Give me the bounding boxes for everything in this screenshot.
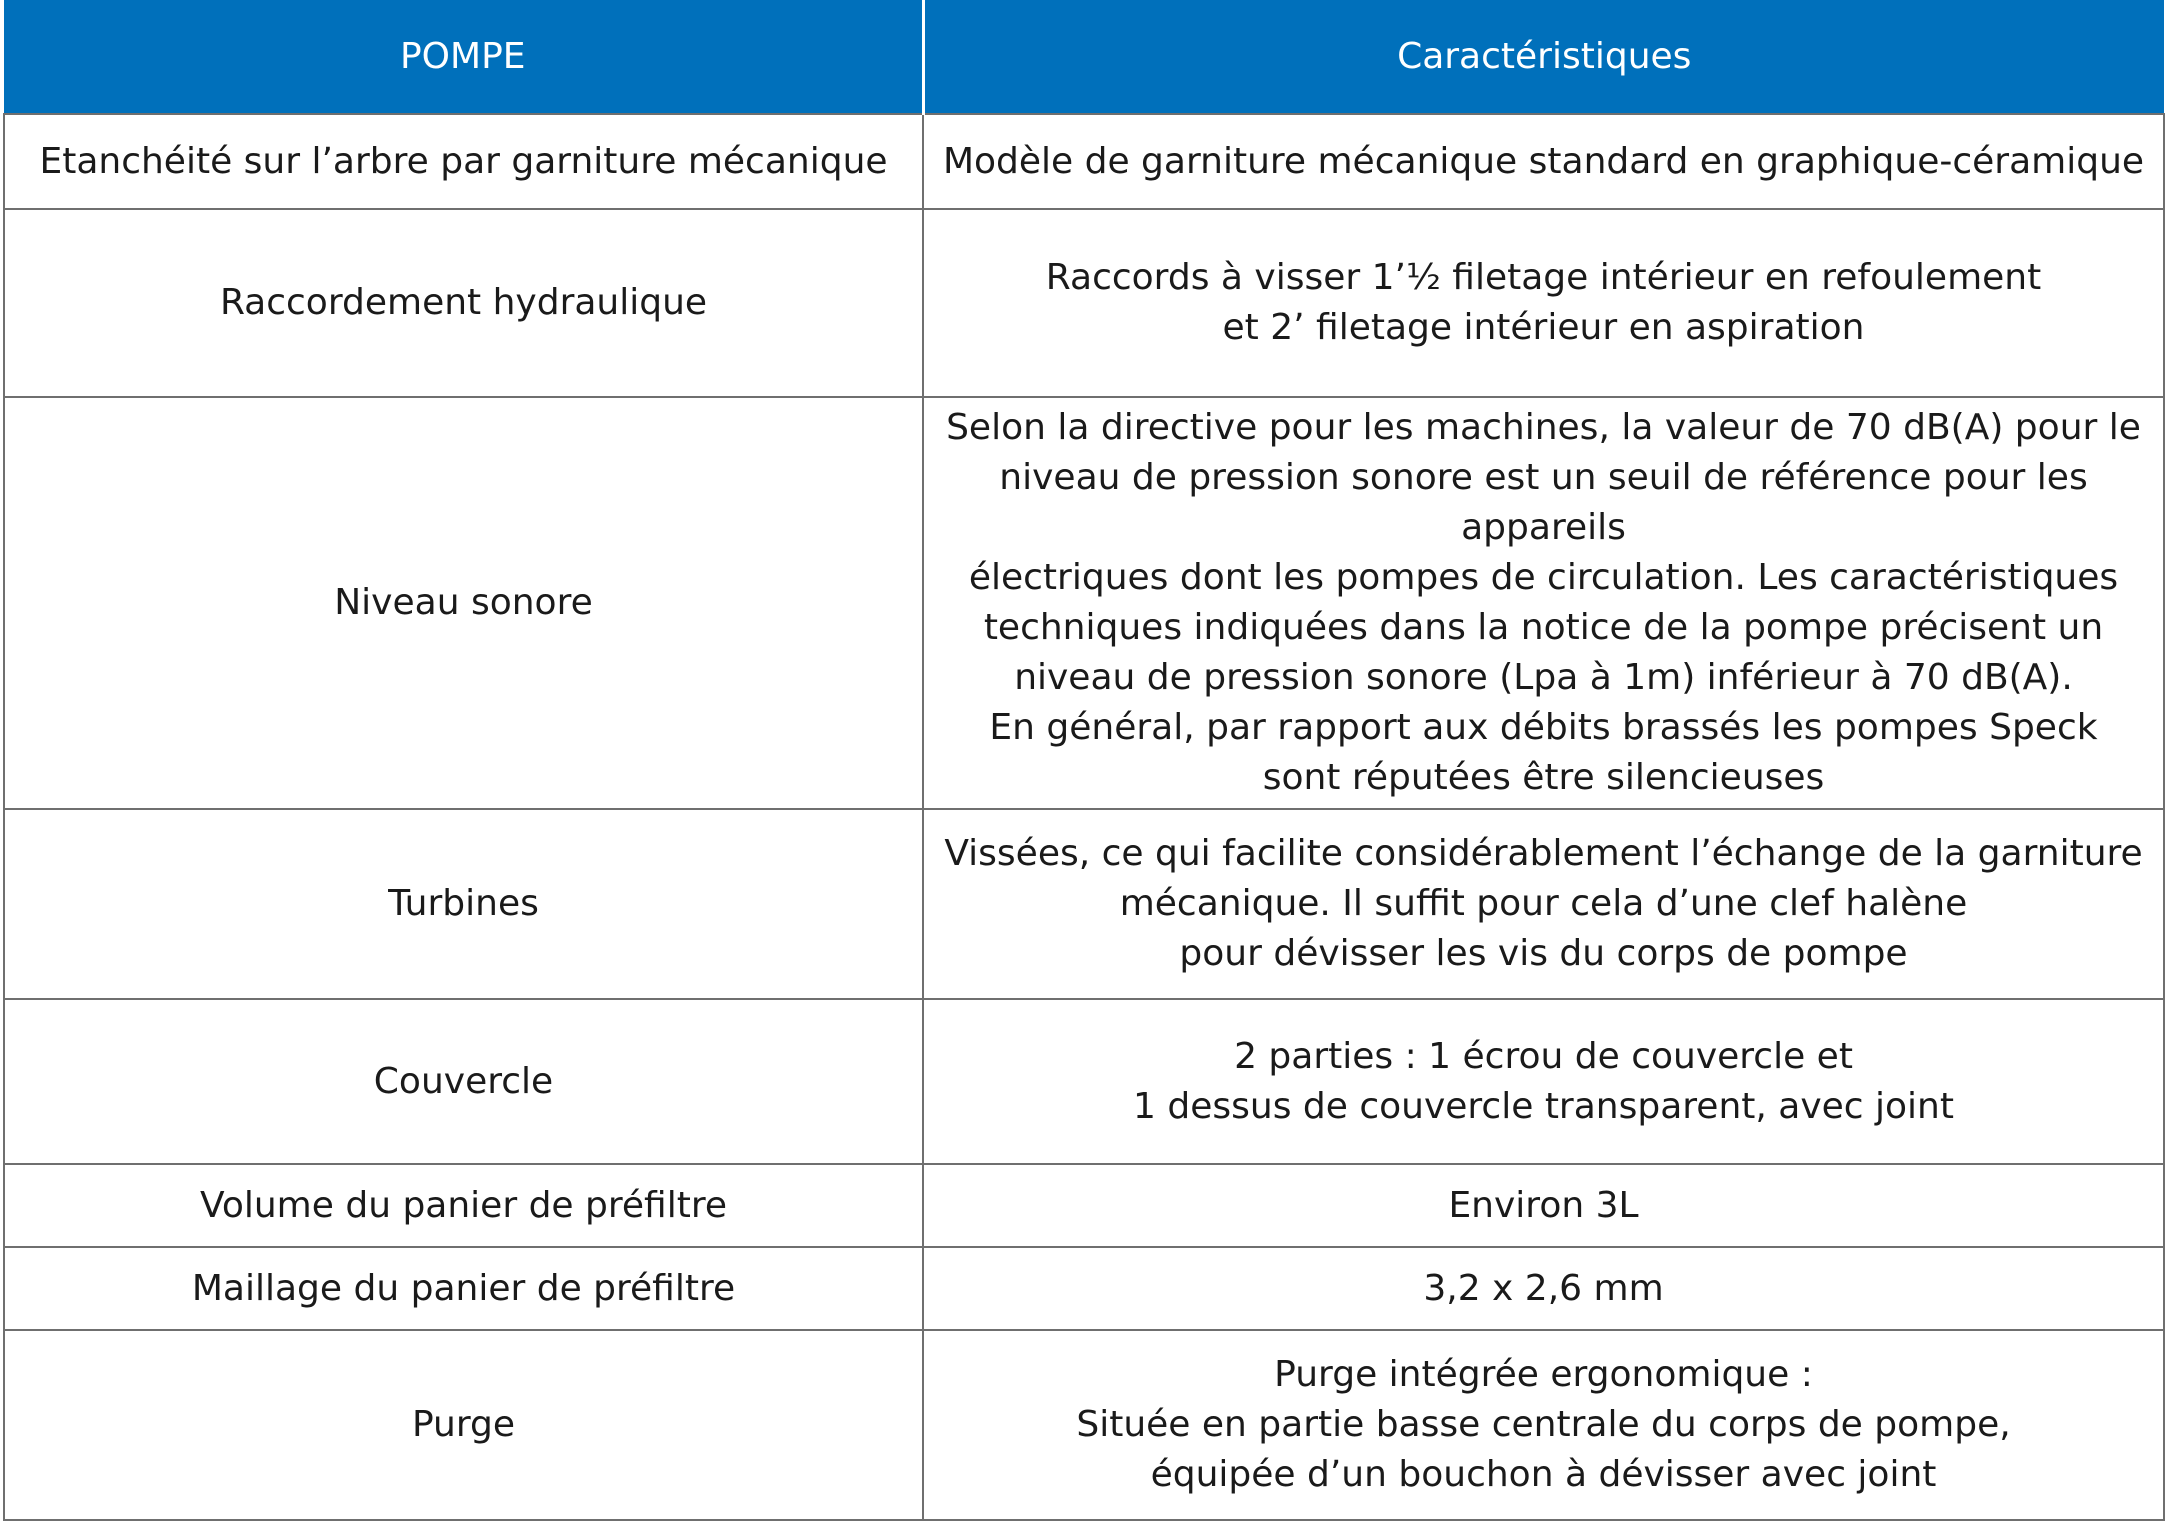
row-value [923, 397, 2164, 809]
table-row [4, 114, 2164, 209]
value-line: niveau de pression sonore est un seuil de référence pour les appareils [999, 457, 2088, 548]
table-row [4, 1330, 2164, 1520]
value-line: niveau de pression sonore (Lpa à 1m) inférieur à 70 dB(A). [1014, 657, 2073, 698]
pump-spec-table [3, 0, 2165, 1521]
row-label: Niveau sonore [4, 397, 923, 809]
table-row [4, 397, 2164, 809]
row-value [923, 809, 2164, 999]
table-row [4, 809, 2164, 999]
value-line: électriques dont les pompes de circulation. Les caractéristiques [968, 557, 2119, 598]
table-row [4, 1247, 2164, 1330]
value-line: Raccords à visser 1’½ filetage intérieur en refoulement [1045, 257, 2042, 298]
row-value [923, 1330, 2164, 1520]
row-label: Raccordement hydraulique [4, 209, 923, 397]
value-line: Modèle de garniture mécanique standard en graphique-céramique [942, 140, 2145, 182]
row-label: Volume du panier de préfiltre [4, 1164, 923, 1247]
value-line: pour dévisser les vis du corps de pompe [1179, 933, 1908, 974]
header-row [4, 0, 2164, 114]
row-value [923, 1247, 2164, 1330]
row-value [923, 1164, 2164, 1247]
row-value [923, 114, 2164, 209]
table-row [4, 209, 2164, 397]
value-line: techniques indiquées dans la notice de la pompe précisent un [983, 607, 2104, 648]
value-line: sont réputées être silencieuses [1262, 757, 1825, 798]
value-line: 3,2 x 2,6 mm [1423, 1267, 1664, 1309]
value-line: Environ 3L [1448, 1184, 1639, 1226]
row-label: Maillage du panier de préfiltre [4, 1247, 923, 1330]
row-label: Etanchéité sur l’arbre par garniture mécanique [4, 114, 923, 209]
header-caracteristiques: Caractéristiques [923, 0, 2164, 114]
value-line: Située en partie basse centrale du corps de pompe, [1076, 1404, 2011, 1445]
value-line: mécanique. Il suffit pour cela d’une clef halène [1119, 883, 1968, 924]
value-line: Purge intégrée ergonomique : [1274, 1354, 1813, 1395]
row-label: Purge [4, 1330, 923, 1520]
header-pompe: POMPE [4, 0, 923, 114]
row-value [923, 999, 2164, 1164]
table-row [4, 1164, 2164, 1247]
row-label: Turbines [4, 809, 923, 999]
value-line: Vissées, ce qui facilite considérablement l’échange de la garniture [944, 833, 2143, 874]
row-value [923, 209, 2164, 397]
value-line: 1 dessus de couvercle transparent, avec joint [1133, 1085, 1954, 1127]
value-line: Selon la directive pour les machines, la valeur de 70 dB(A) pour le [946, 407, 2141, 448]
row-label: Couvercle [4, 999, 923, 1164]
value-line: et 2’ filetage intérieur en aspiration [1222, 307, 1865, 348]
value-line: 2 parties : 1 écrou de couvercle et [1234, 1035, 1853, 1077]
value-line: En général, par rapport aux débits brassés les pompes Speck [989, 707, 2098, 748]
table-row [4, 999, 2164, 1164]
value-line: équipée d’un bouchon à dévisser avec joint [1150, 1454, 1937, 1495]
